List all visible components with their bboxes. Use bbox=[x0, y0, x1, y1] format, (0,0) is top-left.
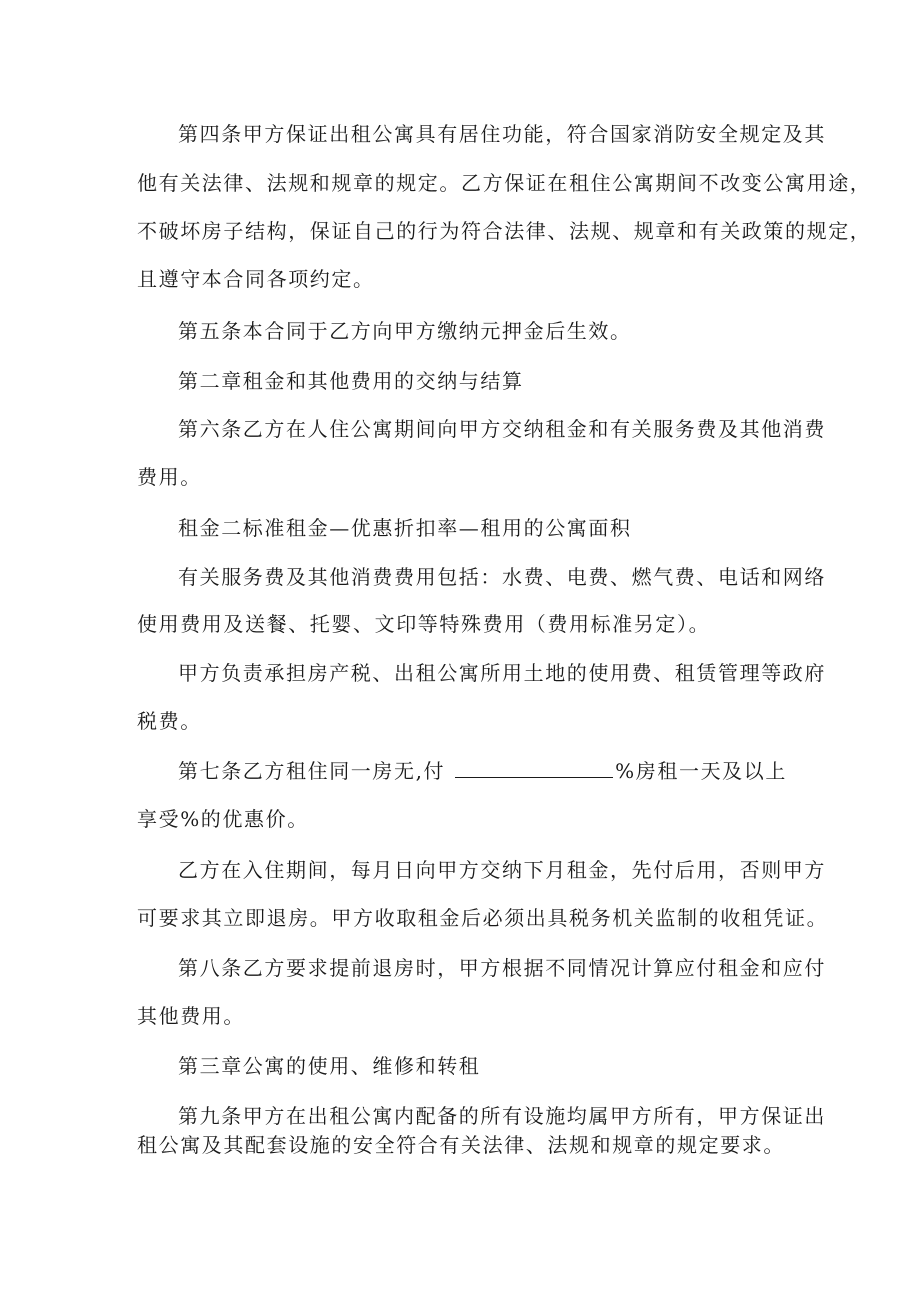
article-6-line-1: 第六条乙方在人住公寓期间向甲方交纳租金和有关服务费及其他消费 bbox=[178, 417, 826, 441]
article-5: 第五条本合同于乙方向甲方缴纳元押金后生效。 bbox=[178, 319, 632, 343]
article-4-line-1: 第四条甲方保证出租公寓具有居住功能，符合国家消防安全规定及其 bbox=[178, 122, 826, 146]
taxes-line-1: 甲方负责承担房产税、出租公寓所用土地的使用费、租赁管理等政府 bbox=[178, 661, 826, 685]
article-9-line-1: 第九条甲方在出租公寓内配备的所有设施均属甲方所有，甲方保证出 bbox=[178, 1104, 826, 1128]
service-fees-line-2: 使用费用及送餐、托婴、文印等特殊费用（费用标准另定）。 bbox=[137, 612, 711, 636]
rent-formula: 租金二标准租金—优惠折扣率—租用的公寓面积 bbox=[178, 516, 632, 540]
article-7-line-1 bbox=[178, 758, 787, 784]
article-7-text-before-blank: 第七条乙方租住同一房无,付 bbox=[178, 759, 446, 783]
taxes-line-2: 税费。 bbox=[137, 709, 202, 733]
article-9-line-2: 租公寓及其配套设施的安全符合有关法律、法规和规章的规定要求。 bbox=[137, 1133, 785, 1157]
article-4-line-4: 且遵守本合同各项约定。 bbox=[137, 267, 375, 291]
fill-in-blank bbox=[455, 759, 613, 778]
chapter-2-heading: 第二章租金和其他费用的交纳与结算 bbox=[178, 369, 524, 393]
article-4-line-2: 他有关法律、法规和规章的规定。乙方保证在租住公寓期间不改变公寓用途， bbox=[137, 171, 872, 195]
article-4-line-3: 不破坏房子结构，保证自己的行为符合法律、法规、规章和有关政策的规定， bbox=[137, 219, 872, 243]
article-7-text-after-blank: %房租一天及以上 bbox=[615, 759, 787, 783]
article-7-line-2: 享受%的优惠价。 bbox=[137, 807, 309, 831]
article-8-line-1: 第八条乙方要求提前退房时，甲方根据不同情况计算应付租金和应付 bbox=[178, 956, 826, 980]
payment-line-2: 可要求其立即退房。甲方收取租金后必须出具税务机关监制的收租凭证。 bbox=[137, 906, 829, 930]
payment-line-1: 乙方在入住期间，每月日向甲方交纳下月租金，先付后用，否则甲方 bbox=[178, 858, 826, 882]
service-fees-line-1: 有关服务费及其他消费费用包括：水费、电费、燃气费、电话和网络 bbox=[178, 565, 826, 589]
article-8-line-2: 其他费用。 bbox=[137, 1004, 245, 1028]
chapter-3-heading: 第三章公寓的使用、维修和转租 bbox=[178, 1054, 481, 1078]
article-6-line-2: 费用。 bbox=[137, 465, 202, 489]
